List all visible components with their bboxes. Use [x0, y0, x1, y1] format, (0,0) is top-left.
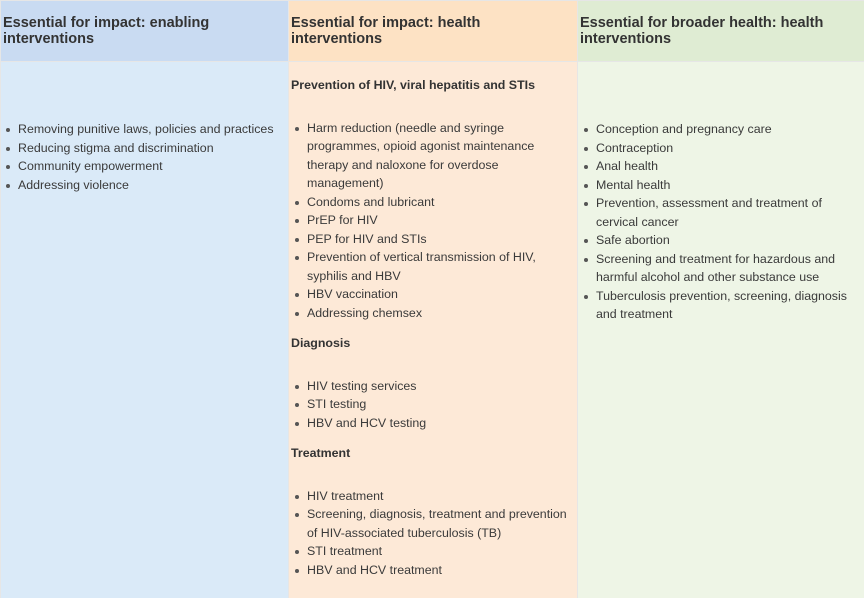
header-broader-health-interventions: Essential for broader health: health interventions: [577, 0, 864, 61]
list-item: STI testing: [291, 395, 569, 414]
list-item: Prevention, assessment and treatment of cervical cancer: [580, 194, 856, 231]
header-enabling-interventions: Essential for impact: enabling interventions: [0, 0, 288, 61]
list-item: Community empowerment: [2, 157, 284, 176]
list-item: Safe abortion: [580, 231, 856, 250]
list-item: Addressing violence: [2, 176, 284, 195]
list-item: Addressing chemsex: [291, 304, 569, 323]
list-item: PrEP for HIV: [291, 211, 569, 230]
broader-health-list: [580, 120, 856, 324]
list-item: Tuberculosis prevention, screening, diagnosis and treatment: [580, 287, 856, 324]
list-item: Condoms and lubricant: [291, 193, 569, 212]
column-enabling-interventions: [0, 61, 288, 598]
diagnosis-list: [291, 377, 569, 433]
list-item: HBV and HCV treatment: [291, 561, 569, 580]
section-title-prevention: Prevention of HIV, viral hepatitis and STIs: [291, 78, 535, 92]
prevention-list: [291, 119, 569, 323]
column-broader-health-interventions: [577, 61, 864, 598]
list-item: HIV treatment: [291, 487, 569, 506]
list-item: HIV testing services: [291, 377, 569, 396]
list-item: HBV and HCV testing: [291, 414, 569, 433]
list-item: Removing punitive laws, policies and practices: [2, 120, 284, 139]
list-item: Conception and pregnancy care: [580, 120, 856, 139]
list-item: STI treatment: [291, 542, 569, 561]
list-item: Harm reduction (needle and syringe programmes, opioid agonist maintenance therapy and naloxone for overdose management): [291, 119, 569, 193]
list-item: HBV vaccination: [291, 285, 569, 304]
enabling-interventions-list: [2, 120, 284, 194]
list-item: Mental health: [580, 176, 856, 195]
treatment-list: [291, 487, 569, 580]
list-item: PEP for HIV and STIs: [291, 230, 569, 249]
list-item: Screening and treatment for hazardous and harmful alcohol and other substance use: [580, 250, 856, 287]
list-item: Reducing stigma and discrimination: [2, 139, 284, 158]
section-title-treatment: Treatment: [291, 446, 351, 460]
list-item: Contraception: [580, 139, 856, 158]
section-title-diagnosis: Diagnosis: [291, 336, 351, 350]
list-item: Prevention of vertical transmission of HIV, syphilis and HBV: [291, 248, 569, 285]
column-health-interventions: [288, 61, 577, 598]
header-health-interventions: Essential for impact: health interventions: [288, 0, 577, 61]
list-item: Screening, diagnosis, treatment and prevention of HIV-associated tuberculosis (TB): [291, 505, 569, 542]
list-item: Anal health: [580, 157, 856, 176]
